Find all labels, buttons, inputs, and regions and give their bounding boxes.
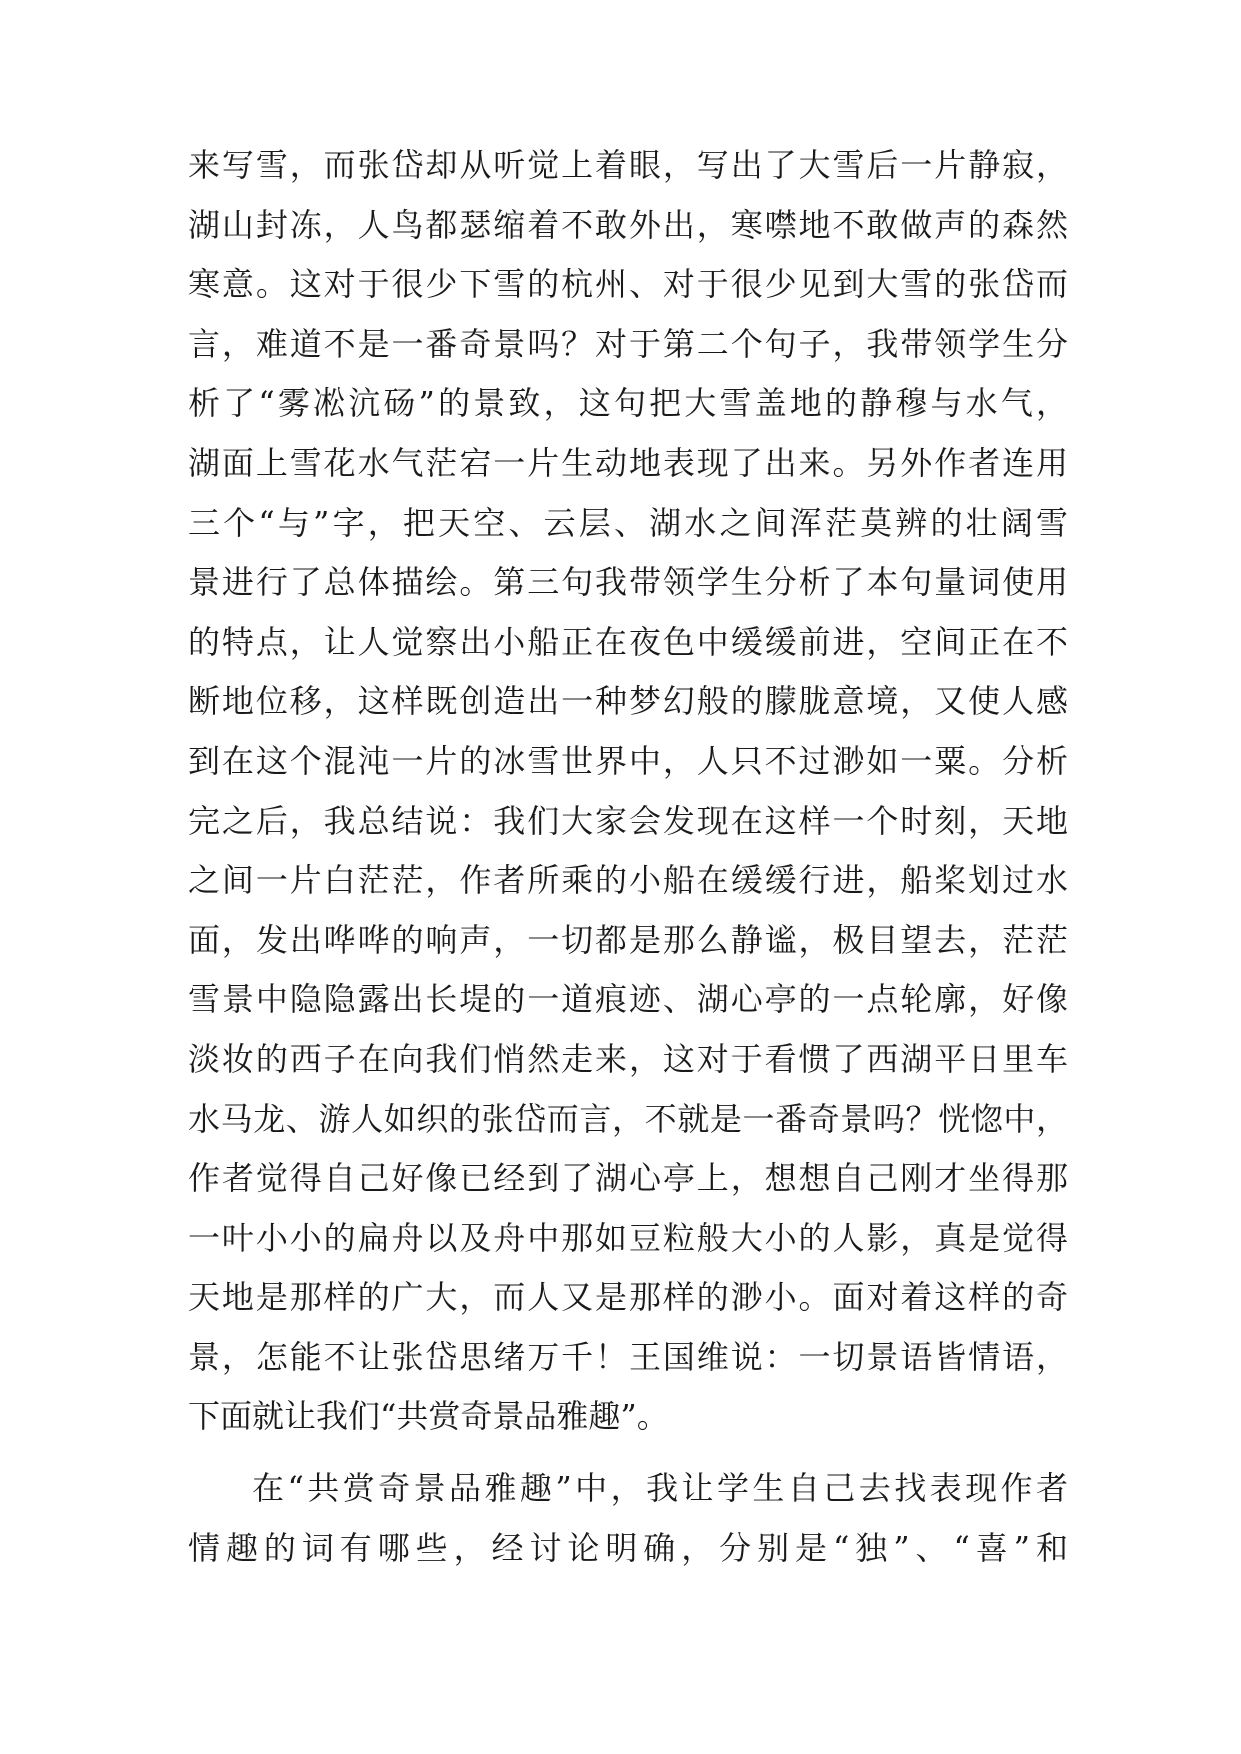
text-line: 作者觉得自己好像已经到了湖心亭上，想想自己刚才坐得那 [188,1159,1068,1198]
text-line: 湖山封冻，人鸟都瑟缩着不敢外出，寒噤地不敢做声的森然 [188,205,1068,244]
text-line: 雪景中隐隐露出长堤的一道痕迹、湖心亭的一点轮廓，好像 [188,980,1068,1019]
text-line: 完之后，我总结说：我们大家会发现在这样一个时刻，天地 [188,801,1068,840]
text-line: 断地位移，这样既创造出一种梦幻般的朦胧意境，又使人感 [188,682,1068,721]
text-line: 言，难道不是一番奇景吗？对于第二个句子，我带领学生分 [188,324,1068,363]
text-line: 在“共赏奇景品雅趣”中，我让学生自己去找表现作者 [252,1469,1068,1507]
text-line: 水马龙、游人如织的张岱而言，不就是一番奇景吗？恍惚中， [188,1099,1068,1138]
text-line: 寒意。这对于很少下雪的杭州、对于很少见到大雪的张岱而 [188,265,1068,304]
text-line: 景进行了总体描绘。第三句我带领学生分析了本句量词使用 [188,563,1068,602]
text-line: 的特点，让人觉察出小船正在夜色中缓缓前进，空间正在不 [188,622,1068,661]
text-line: 天地是那样的广大，而人又是那样的渺小。面对着这样的奇 [188,1278,1068,1317]
paragraph-1 [188,136,1068,1447]
text-line: 三个“与”字，把天空、云层、湖水之间浑茫莫辨的壮阔雪 [188,503,1068,542]
text-line: 析了“雾凇沆砀”的景致，这句把大雪盖地的静穆与水气， [188,384,1068,423]
text-line: 情趣的词有哪些，经讨论明确，分别是“独”、“喜”和 [188,1528,1068,1567]
text-line: 下面就让我们“共赏奇景品雅趣”。 [188,1397,669,1436]
paragraph-2 [188,1459,1068,1578]
text-line: 来写雪，而张岱却从听觉上着眼，写出了大雪后一片静寂， [188,146,1068,184]
text-line: 淡妆的西子在向我们悄然走来，这对于看惯了西湖平日里车 [188,1039,1068,1078]
text-line: 面，发出哗哗的响声，一切都是那么静谧，极目望去，茫茫 [188,920,1068,959]
text-line: 之间一片白茫茫，作者所乘的小船在缓缓行进，船桨划过水 [188,861,1068,900]
text-line: 景，怎能不让张岱思绪万千！王国维说：一切景语皆情语， [188,1337,1068,1376]
text-line: 湖面上雪花水气茫宕一片生动地表现了出来。另外作者连用 [188,443,1068,482]
text-line: 一叶小小的扁舟以及舟中那如豆粒般大小的人影，真是觉得 [188,1218,1068,1257]
text-line: 到在这个混沌一片的冰雪世界中，人只不过渺如一粟。分析 [188,741,1068,780]
